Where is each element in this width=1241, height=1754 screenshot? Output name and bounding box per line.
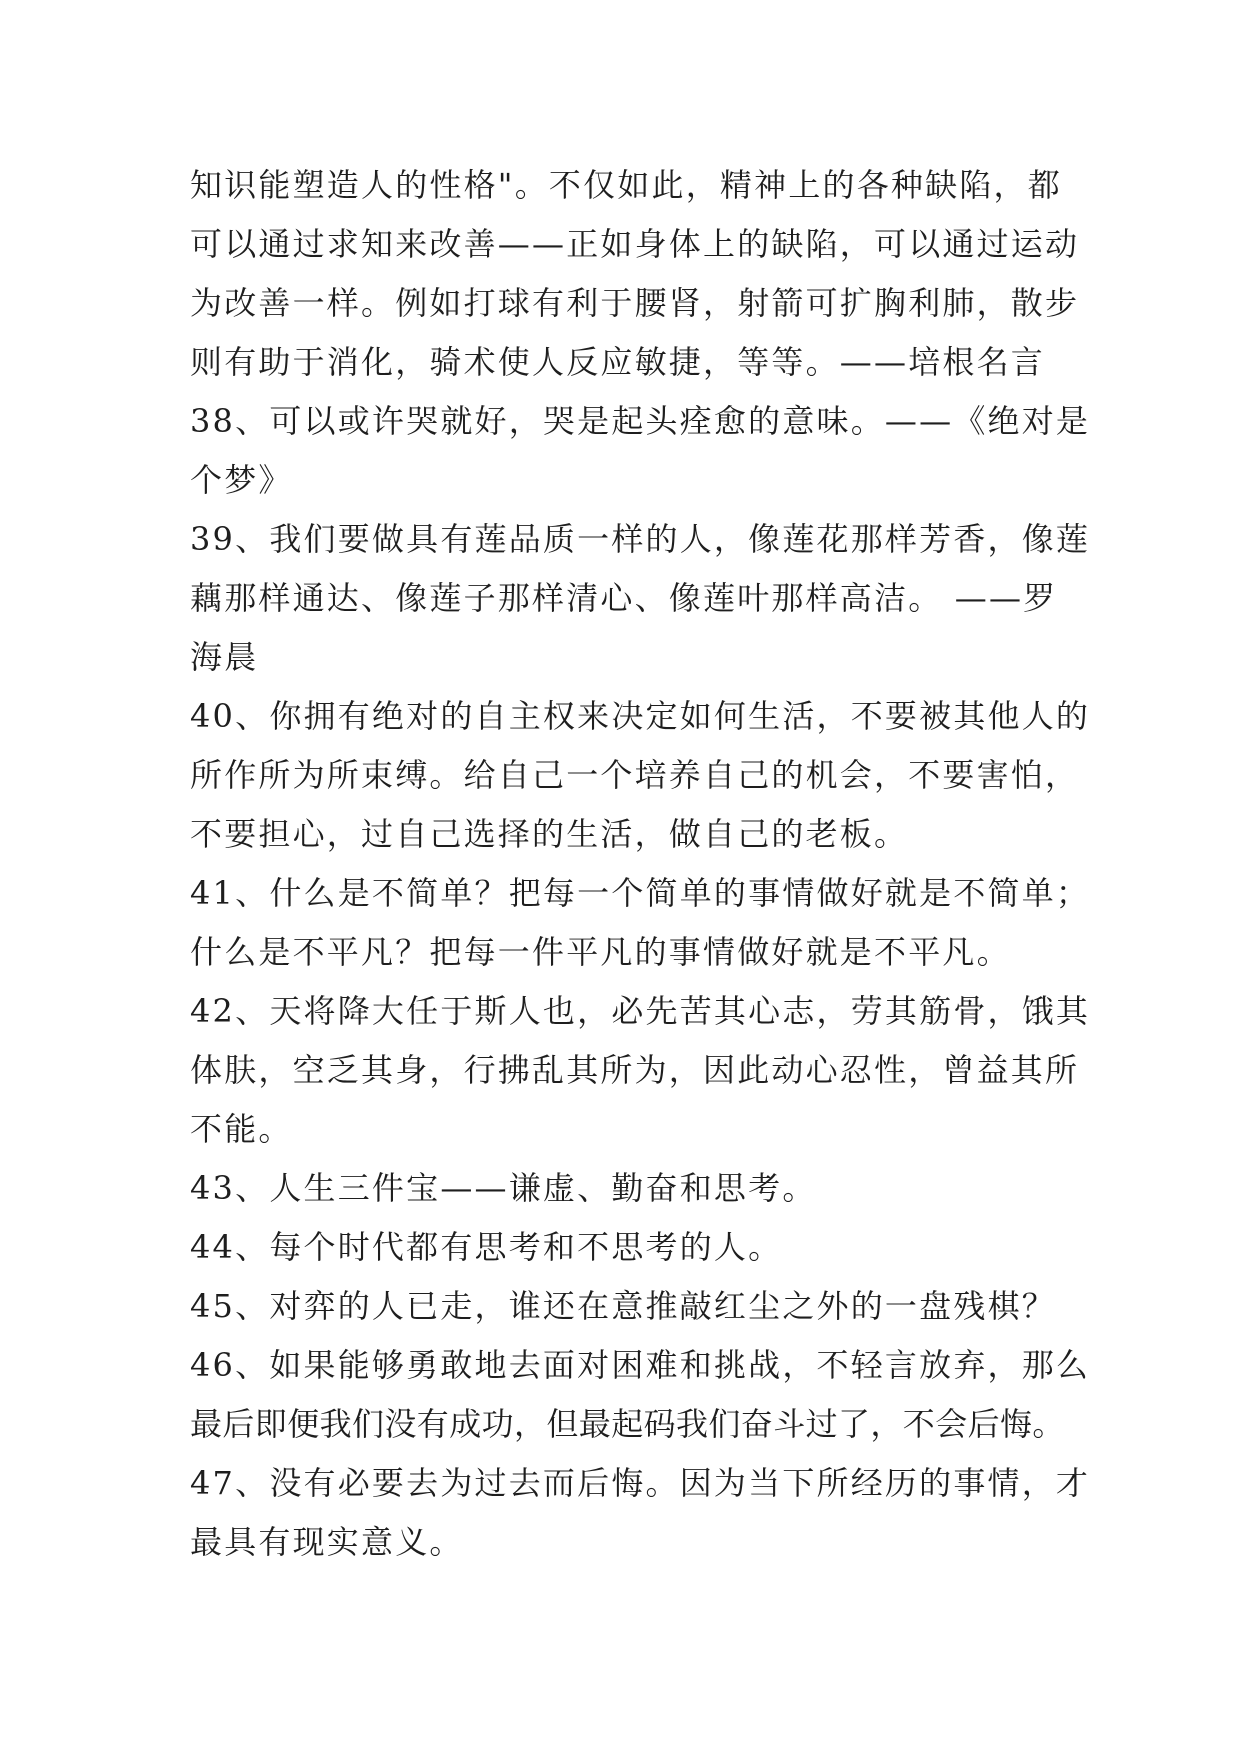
text-line: 38、可以或许哭就好，哭是起头痊愈的意味。——《绝对是 <box>190 402 1091 440</box>
text-line: 知识能塑造人的性格"。不仅如此，精神上的各种缺陷，都 <box>190 166 1062 204</box>
text-line: 最后即便我们没有成功，但最起码我们奋斗过了，不会后悔。 <box>190 1405 1065 1443</box>
text-line: 藕那样通达、像莲子那样清心、像莲叶那样高洁。 ——罗 <box>190 579 1058 617</box>
text-line: 不能。 <box>190 1110 293 1148</box>
text-line: 43、人生三件宝——谦虚、勤奋和思考。 <box>190 1169 817 1207</box>
text-line: 45、对弈的人已走，谁还在意推敲红尘之外的一盘残棋？ <box>190 1287 1056 1325</box>
text-line: 41、什么是不简单？把每一个简单的事情做好就是不简单； <box>190 874 1091 912</box>
text-line: 可以通过求知来改善——正如身体上的缺陷，可以通过运动 <box>190 225 1080 263</box>
text-line: 39、我们要做具有莲品质一样的人，像莲花那样芳香，像莲 <box>190 520 1091 558</box>
text-line: 什么是不平凡？把每一件平凡的事情做好就是不平凡。 <box>190 933 1011 971</box>
text-line: 42、天将降大任于斯人也，必先苦其心志，劳其筋骨，饿其 <box>190 992 1091 1030</box>
text-line: 则有助于消化，骑术使人反应敏捷，等等。——培根名言 <box>190 343 1046 381</box>
text-line: 个梦》 <box>190 461 293 499</box>
text-line: 为改善一样。例如打球有利于腰肾，射箭可扩胸利肺，散步 <box>190 284 1080 322</box>
text-line: 47、没有必要去为过去而后悔。因为当下所经历的事情，才 <box>190 1464 1091 1502</box>
text-line: 不要担心，过自己选择的生活，做自己的老板。 <box>190 815 909 853</box>
text-line: 最具有现实意义。 <box>190 1523 464 1561</box>
text-line: 海晨 <box>190 638 259 676</box>
text-line: 体肤，空乏其身，行拂乱其所为，因此动心忍性，曾益其所 <box>190 1051 1080 1089</box>
text-line: 所作所为所束缚。给自己一个培养自己的机会，不要害怕， <box>190 756 1080 794</box>
text-line: 44、每个时代都有思考和不思考的人。 <box>190 1228 783 1266</box>
text-line: 46、如果能够勇敢地去面对困难和挑战，不轻言放弃，那么 <box>190 1346 1091 1384</box>
text-line: 40、你拥有绝对的自主权来决定如何生活，不要被其他人的 <box>190 697 1091 735</box>
document-body <box>190 156 1091 1572</box>
